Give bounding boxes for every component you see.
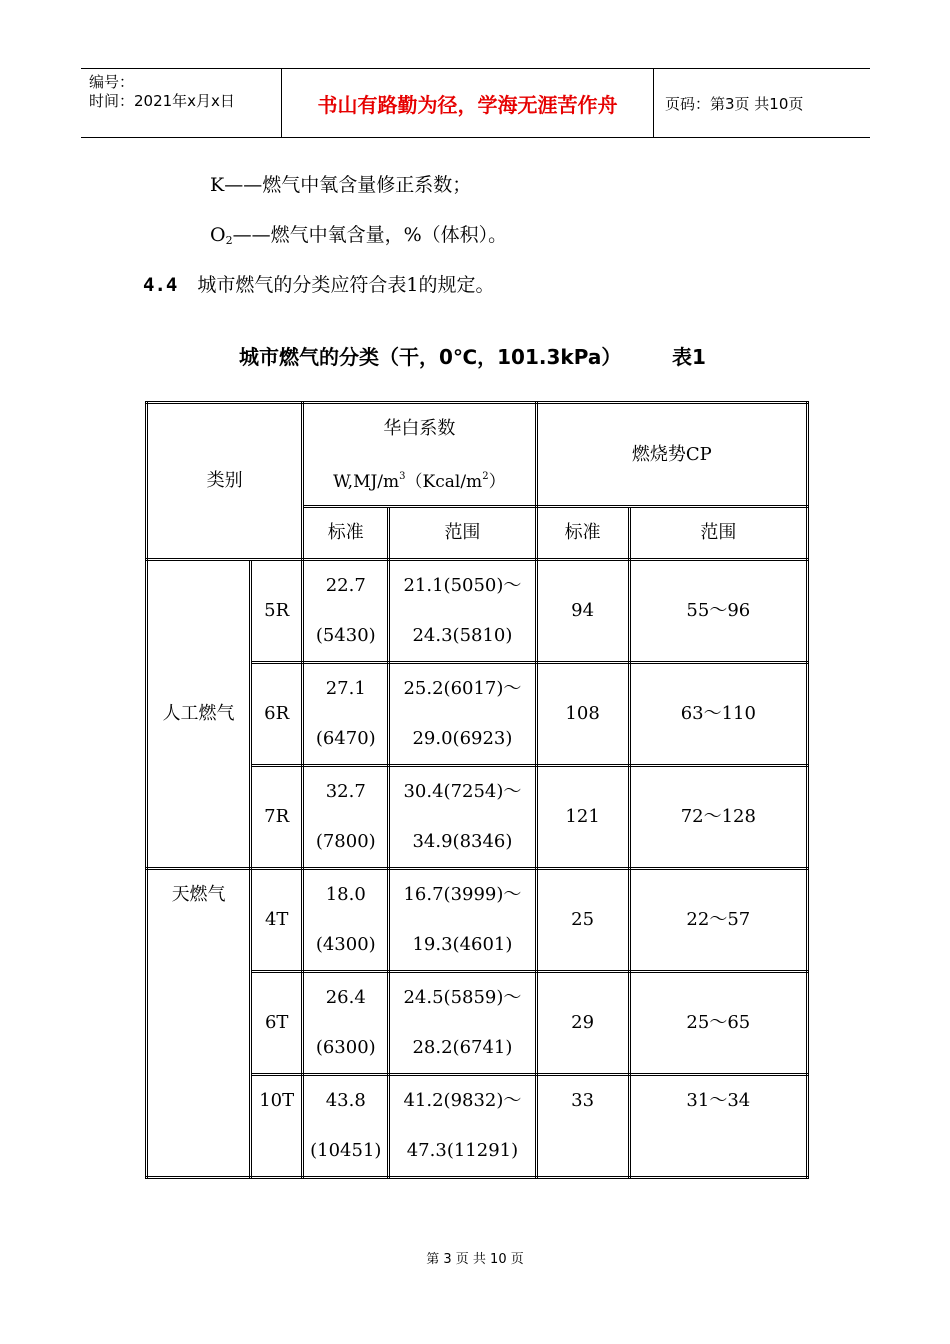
header-wobbe-range: 范围 [389,507,536,560]
cp-std: 29 [536,972,629,1075]
o2-symbol: O [210,224,226,246]
header-wobbe-std: 标准 [303,507,389,560]
definition-k: K——燃气中氧含量修正系数； [210,174,472,196]
wobbe-range-min: 41.2(9832)～ [403,1090,522,1111]
wobbe-unit-b: （Kcal/m [405,472,483,492]
header-meta [81,69,282,137]
cp-range: 25～65 [629,972,807,1075]
cp-std: 25 [536,869,629,972]
wobbe-unit-c: ） [488,472,506,492]
number-label: 编号： [89,73,135,91]
gas-code: 6R [251,663,303,766]
wobbe-std-value: 18.0 [325,884,366,905]
wobbe-range-max: 47.3(11291) [406,1140,519,1161]
page-footer: 第 3 页 共 10 页 [426,1252,524,1267]
wobbe-std [303,560,389,663]
wobbe-range-max: 34.9(8346) [412,831,513,852]
wobbe-std [303,1075,389,1178]
wobbe-range [389,663,536,766]
wobbe-unit [304,454,534,505]
wobbe-range-max: 29.0(6923) [412,728,513,749]
cp-range: 63～110 [629,663,807,766]
wobbe-range-max: 28.2(6741) [412,1037,513,1058]
wobbe-range-max: 24.3(5810) [412,625,513,646]
wobbe-std-kcal: (7800) [315,831,376,852]
gas-code: 6T [251,972,303,1075]
wobbe-std-kcal: (6300) [315,1037,376,1058]
section-text: 城市燃气的分类应符合表1的规定。 [197,274,495,296]
wobbe-range [389,766,536,869]
cp-std: 121 [536,766,629,869]
header-cp-range: 范围 [629,507,807,560]
gas-code: 7R [251,766,303,869]
wobbe-std-value: 26.4 [325,987,366,1008]
header-motto: 书山有路勤为径，学海无涯苦作舟 [282,69,654,137]
wobbe-unit-sup1: 3 [399,471,406,482]
table-row [147,560,808,663]
header-category: 类别 [147,403,303,560]
wobbe-range-max: 19.3(4601) [412,934,513,955]
wobbe-range [389,972,536,1075]
wobbe-std [303,766,389,869]
wobbe-unit-a: W,MJ/m [333,472,400,492]
wobbe-unit-sup2: 2 [482,471,489,482]
group-manufactured-gas: 人工燃气 [147,560,251,869]
wobbe-std [303,869,389,972]
cp-range: 55～96 [629,560,807,663]
wobbe-std-kcal: (5430) [315,625,376,646]
group-natural-gas: 天燃气 [147,869,251,1178]
gas-code: 5R [251,560,303,663]
section-4-4 [143,270,494,297]
wobbe-std-kcal: (6470) [315,728,376,749]
header-cp: 燃烧势CP [536,403,807,507]
cp-range: 22～57 [629,869,807,972]
cp-std: 94 [536,560,629,663]
wobbe-range-min: 16.7(3999)～ [403,884,522,905]
gas-code: 10T [251,1075,303,1178]
table-title: 城市燃气的分类（干，0℃，101.3kPa） [239,345,622,369]
section-number: 4.4 [143,274,178,296]
wobbe-range [389,869,536,972]
table-row [147,869,808,972]
time-label: 时间：2021年x月x日 [89,92,235,110]
wobbe-std-value: 22.7 [325,575,366,596]
wobbe-range-min: 21.1(5050)～ [403,575,522,596]
wobbe-range [389,1075,536,1178]
wobbe-range [389,560,536,663]
header-cp-std: 标准 [536,507,629,560]
header-wobbe [303,403,536,507]
o2-subscript: 2 [225,234,233,247]
wobbe-std [303,972,389,1075]
wobbe-std [303,663,389,766]
cp-range: 72～128 [629,766,807,869]
wobbe-range-min: 30.4(7254)～ [403,781,522,802]
wobbe-std-kcal: (4300) [315,934,376,955]
definition-o2 [210,220,507,247]
cp-range: 31～34 [629,1075,807,1178]
wobbe-title: 华白系数 [383,418,456,439]
wobbe-std-value: 32.7 [325,781,366,802]
table-label: 表1 [672,345,706,369]
wobbe-std-kcal: (10451) [310,1140,382,1161]
cp-std: 108 [536,663,629,766]
page-header [81,68,870,138]
o2-definition: ——燃气中氧含量，%（体积）。 [232,224,508,246]
gas-classification-table [145,401,809,1179]
wobbe-range-min: 24.5(5859)～ [403,987,522,1008]
wobbe-range-min: 25.2(6017)～ [403,678,522,699]
wobbe-std-value: 27.1 [325,678,366,699]
cp-std: 33 [536,1075,629,1178]
header-page-info: 页码：第3页 共10页 [665,94,804,113]
wobbe-std-value: 43.8 [325,1090,366,1111]
gas-code: 4T [251,869,303,972]
